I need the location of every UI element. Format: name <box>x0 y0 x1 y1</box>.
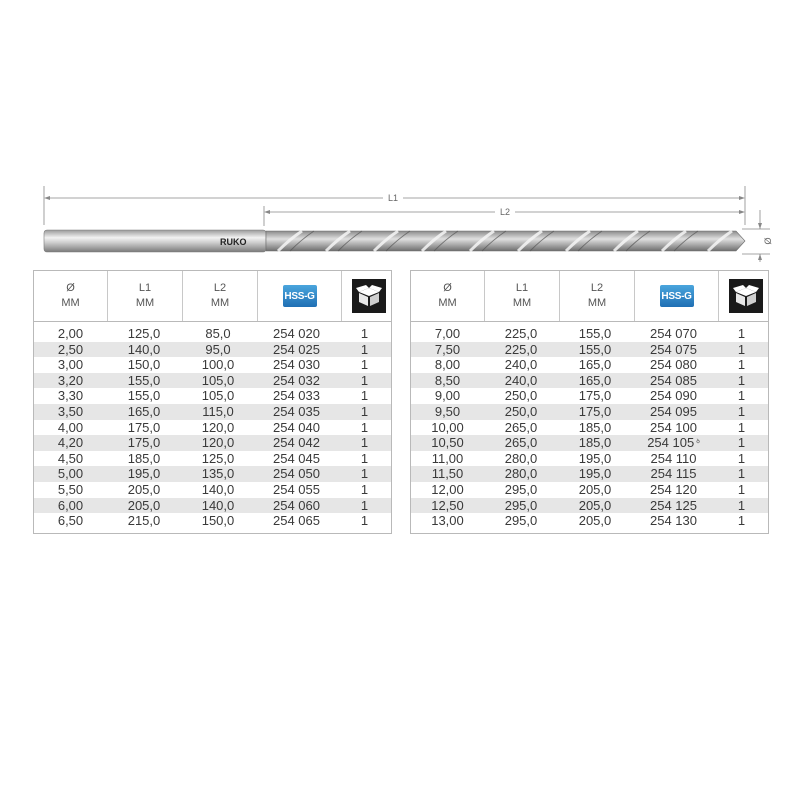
cell-l1: 125,0 <box>127 326 161 341</box>
cell-l2: 165,0 <box>578 372 612 388</box>
cell-l2: 105,0 <box>201 372 235 388</box>
cell-pack-qty: 1 <box>360 341 369 357</box>
cell-l1: 250,0 <box>504 403 538 419</box>
cell-l2: 95,0 <box>205 341 231 357</box>
cell-l2: 185,0 <box>578 419 612 435</box>
cell-article-no: 254 070 <box>650 326 697 341</box>
cell-pack-qty: 1 <box>737 419 746 435</box>
table-row <box>34 326 391 342</box>
cell-l2: 175,0 <box>578 403 612 419</box>
cell-l2: 100,0 <box>201 357 235 373</box>
cell-l1: 295,0 <box>504 481 538 497</box>
cell-diameter: 13,00 <box>431 513 464 529</box>
cell-pack-qty: 1 <box>737 341 746 357</box>
table-row <box>34 451 391 467</box>
cell-l2: 105,0 <box>201 388 235 404</box>
cell-article-no: 254 090 <box>650 388 697 404</box>
table-row <box>34 466 391 482</box>
cell-article-no: 254 032 <box>273 372 320 388</box>
cell-pack-qty: 1 <box>360 357 369 373</box>
cell-article-no: 254 040 <box>273 419 320 435</box>
cell-l1: 165,0 <box>127 403 161 419</box>
package-box-icon <box>729 279 763 313</box>
cell-article-no: 254 045 <box>273 450 320 466</box>
cell-l1: 155,0 <box>127 372 161 388</box>
table-row <box>411 498 768 514</box>
cell-l2: 205,0 <box>578 481 612 497</box>
cell-l1: 155,0 <box>127 388 161 404</box>
cell-article-no: 254 035 <box>273 403 320 419</box>
cell-diameter: 3,30 <box>57 388 84 404</box>
cell-article-no: 254 095 <box>650 403 697 419</box>
cell-diameter: 3,50 <box>57 403 84 419</box>
cell-pack-qty: 1 <box>360 403 369 419</box>
cell-l2: 185,0 <box>578 435 612 451</box>
cell-l1: 280,0 <box>504 466 538 482</box>
cell-diameter: 4,00 <box>57 419 84 435</box>
header-diameter: Ø MM <box>411 271 485 321</box>
cell-l1: 140,0 <box>127 341 161 357</box>
header-l2: L2 MM <box>183 271 258 321</box>
footnote-mark: ꝺ <box>696 439 700 446</box>
cell-pack-qty: 1 <box>737 388 746 404</box>
cell-article-no: 254 085 <box>650 372 697 388</box>
header-article-no <box>258 271 342 321</box>
cell-l2: 205,0 <box>578 513 612 529</box>
cell-l2: 195,0 <box>578 466 612 482</box>
header-l2: L2 MM <box>560 271 635 321</box>
table-row <box>34 388 391 404</box>
spec-table-right <box>410 270 769 534</box>
cell-l2: 150,0 <box>201 513 235 529</box>
cell-diameter: 2,00 <box>57 326 84 341</box>
cell-l2: 195,0 <box>578 450 612 466</box>
cell-pack-qty: 1 <box>737 513 746 529</box>
cell-article-no: 254 060 <box>273 497 320 513</box>
table-row <box>411 451 768 467</box>
diameter-dimension-label: Ø <box>763 237 773 245</box>
cell-l1: 240,0 <box>504 357 538 373</box>
table-row <box>411 420 768 436</box>
cell-article-no: 254 125 <box>650 497 697 513</box>
table-row <box>411 466 768 482</box>
cell-l2: 155,0 <box>578 326 612 341</box>
cell-l1: 250,0 <box>504 388 538 404</box>
cell-diameter: 9,50 <box>434 403 461 419</box>
cell-l1: 205,0 <box>127 497 161 513</box>
table-row <box>34 342 391 358</box>
cell-diameter: 11,50 <box>431 466 464 482</box>
table-row <box>34 404 391 420</box>
hss-g-badge: HSS-G <box>660 285 694 307</box>
table-row <box>411 357 768 373</box>
table-row <box>34 420 391 436</box>
drill-dimension-drawing <box>0 0 800 270</box>
cell-diameter: 5,50 <box>57 481 84 497</box>
cell-l2: 175,0 <box>578 388 612 404</box>
cell-article-no: 254 080 <box>650 357 697 373</box>
header-l1: L1 MM <box>485 271 560 321</box>
table-body <box>34 322 391 533</box>
hss-g-badge: HSS-G <box>283 285 317 307</box>
cell-article-no: 254 075 <box>650 341 697 357</box>
table-body <box>411 322 768 533</box>
table-row <box>411 482 768 498</box>
cell-l2: 140,0 <box>201 497 235 513</box>
table-header <box>411 271 768 322</box>
cell-article-no: 254 120 <box>650 481 697 497</box>
table-row <box>34 482 391 498</box>
table-row <box>411 373 768 389</box>
cell-article-no: 254 055 <box>273 481 320 497</box>
cell-article-no: 254 042 <box>273 435 320 451</box>
header-pack-qty <box>342 271 395 321</box>
cell-article-no: 254 050 <box>273 466 320 482</box>
package-box-icon <box>352 279 386 313</box>
header-article-no <box>635 271 719 321</box>
cell-pack-qty: 1 <box>360 497 369 513</box>
cell-article-no: 254 030 <box>273 357 320 373</box>
cell-article-no: 254 033 <box>273 388 320 404</box>
cell-diameter: 10,50 <box>431 435 464 451</box>
cell-diameter: 7,00 <box>434 326 461 341</box>
cell-article-no: 254 105 $^ꝺ$ <box>647 435 700 451</box>
cell-diameter: 7,50 <box>434 341 461 357</box>
cell-diameter: 5,00 <box>57 466 84 482</box>
cell-l1: 280,0 <box>504 450 538 466</box>
cell-l2: 140,0 <box>201 481 235 497</box>
cell-l1: 265,0 <box>504 435 538 451</box>
cell-pack-qty: 1 <box>737 481 746 497</box>
header-pack-qty <box>719 271 772 321</box>
cell-l1: 205,0 <box>127 481 161 497</box>
cell-pack-qty: 1 <box>360 419 369 435</box>
cell-pack-qty: 1 <box>360 388 369 404</box>
cell-pack-qty: 1 <box>737 357 746 373</box>
cell-l2: 115,0 <box>202 403 234 419</box>
cell-pack-qty: 1 <box>737 403 746 419</box>
cell-article-no: 254 115 <box>650 466 697 482</box>
cell-l1: 295,0 <box>504 513 538 529</box>
cell-pack-qty: 1 <box>360 326 369 341</box>
cell-diameter: 6,50 <box>57 513 84 529</box>
cell-l1: 215,0 <box>127 513 161 529</box>
cell-diameter: 11,00 <box>431 450 464 466</box>
table-row <box>411 513 768 529</box>
cell-diameter: 8,50 <box>434 372 461 388</box>
cell-diameter: 9,00 <box>434 388 461 404</box>
spec-table-left <box>33 270 392 534</box>
cell-diameter: 3,20 <box>57 372 84 388</box>
cell-pack-qty: 1 <box>360 466 369 482</box>
table-row <box>34 498 391 514</box>
cell-article-no: 254 100 <box>650 419 697 435</box>
table-row <box>34 357 391 373</box>
cell-l1: 265,0 <box>504 419 538 435</box>
table-row <box>411 342 768 358</box>
cell-l1: 225,0 <box>504 341 538 357</box>
cell-l1: 185,0 <box>127 450 161 466</box>
cell-diameter: 4,50 <box>57 450 84 466</box>
cell-l1: 295,0 <box>504 497 538 513</box>
cell-l2: 120,0 <box>201 435 235 451</box>
cell-l2: 120,0 <box>201 419 235 435</box>
table-row <box>411 326 768 342</box>
table-row <box>34 513 391 529</box>
cell-pack-qty: 1 <box>737 372 746 388</box>
cell-pack-qty: 1 <box>737 450 746 466</box>
cell-diameter: 6,00 <box>57 497 84 513</box>
cell-l1: 225,0 <box>504 326 538 341</box>
cell-l1: 195,0 <box>127 466 161 482</box>
table-row <box>411 388 768 404</box>
table-row <box>411 404 768 420</box>
cell-article-no: 254 065 <box>273 513 320 529</box>
cell-l2: 135,0 <box>201 466 235 482</box>
cell-pack-qty: 1 <box>737 466 746 482</box>
cell-l1: 240,0 <box>504 372 538 388</box>
cell-pack-qty: 1 <box>360 372 369 388</box>
cell-l2: 205,0 <box>578 497 612 513</box>
cell-diameter: 12,00 <box>431 481 464 497</box>
cell-diameter: 12,50 <box>431 497 464 513</box>
table-row <box>411 435 768 451</box>
table-row <box>34 435 391 451</box>
cell-pack-qty: 1 <box>737 497 746 513</box>
cell-l1: 175,0 <box>127 419 161 435</box>
cell-article-no: 254 110 <box>650 450 697 466</box>
brand-mark: RUKO <box>220 237 247 247</box>
header-l1: L1 MM <box>108 271 183 321</box>
cell-l1: 150,0 <box>127 357 161 373</box>
cell-l2: 85,0 <box>205 326 231 341</box>
cell-diameter: 10,00 <box>431 419 464 435</box>
table-row <box>34 373 391 389</box>
cell-l1: 175,0 <box>127 435 161 451</box>
cell-l2: 125,0 <box>201 450 235 466</box>
cell-article-no: 254 130 <box>650 513 697 529</box>
cell-pack-qty: 1 <box>360 435 369 451</box>
cell-diameter: 3,00 <box>57 357 84 373</box>
cell-diameter: 4,20 <box>57 435 84 451</box>
cell-pack-qty: 1 <box>360 450 369 466</box>
cell-diameter: 8,00 <box>434 357 461 373</box>
cell-pack-qty: 1 <box>360 481 369 497</box>
l1-dimension-label: L1 <box>387 193 399 203</box>
cell-article-no: 254 025 <box>273 341 320 357</box>
cell-pack-qty: 1 <box>737 435 746 451</box>
header-diameter: Ø MM <box>34 271 108 321</box>
l2-dimension-label: L2 <box>499 207 511 217</box>
table-header <box>34 271 391 322</box>
cell-article-no: 254 020 <box>273 326 320 341</box>
cell-l2: 155,0 <box>578 341 612 357</box>
cell-pack-qty: 1 <box>737 326 746 341</box>
cell-diameter: 2,50 <box>57 341 84 357</box>
cell-pack-qty: 1 <box>360 513 369 529</box>
cell-l2: 165,0 <box>578 357 612 373</box>
